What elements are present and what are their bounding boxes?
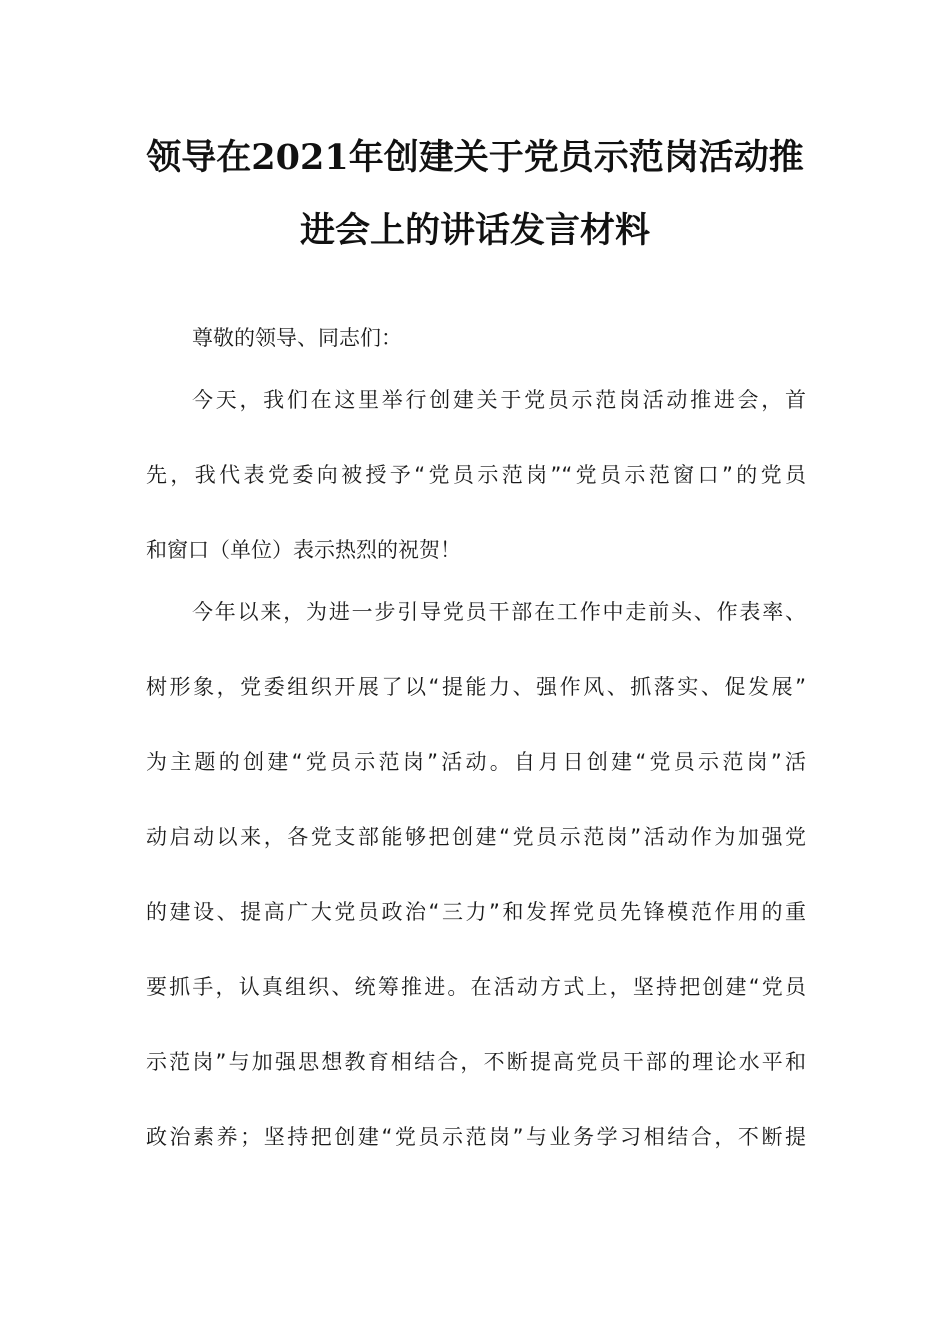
paragraph-1-line-3: 和窗口（单位）表示热烈的祝贺！ [146,538,461,562]
paragraph-2-line-5: 的建设、提高广大党员政治“三力”和发挥党员先锋模范作用的重 [146,900,806,924]
document-title-line-2: 进会上的讲话发言材料 [299,210,650,251]
paragraph-2-line-2: 树形象，党委组织开展了以“提能力、强作风、抓落实、促发展” [146,675,806,699]
paragraph-2-line-7: 示范岗”与加强思想教育相结合，不断提高党员干部的理论水平和 [146,1050,806,1074]
paragraph-2-line-1: 今年以来，为进一步引导党员干部在工作中走前头、作表率、 [192,600,806,624]
greeting: 尊敬的领导、同志们： [192,326,402,350]
paragraph-2-line-3: 为主题的创建“党员示范岗”活动。自月日创建“党员示范岗”活 [146,750,806,774]
document-title-line-1: 领导在2021年创建关于党员示范岗活动推 [146,137,804,178]
paragraph-1-line-1: 今天，我们在这里举行创建关于党员示范岗活动推进会，首 [192,388,806,412]
paragraph-2-line-4: 动启动以来，各党支部能够把创建“党员示范岗”活动作为加强党 [146,825,806,849]
paragraph-2-line-6: 要抓手，认真组织、统筹推进。在活动方式上，坚持把创建“党员 [146,975,806,999]
paragraph-1-line-2: 先，我代表党委向被授予“党员示范岗”“党员示范窗口”的党员 [146,463,806,487]
paragraph-2-line-8: 政治素养；坚持把创建“党员示范岗”与业务学习相结合，不断提 [146,1125,806,1149]
